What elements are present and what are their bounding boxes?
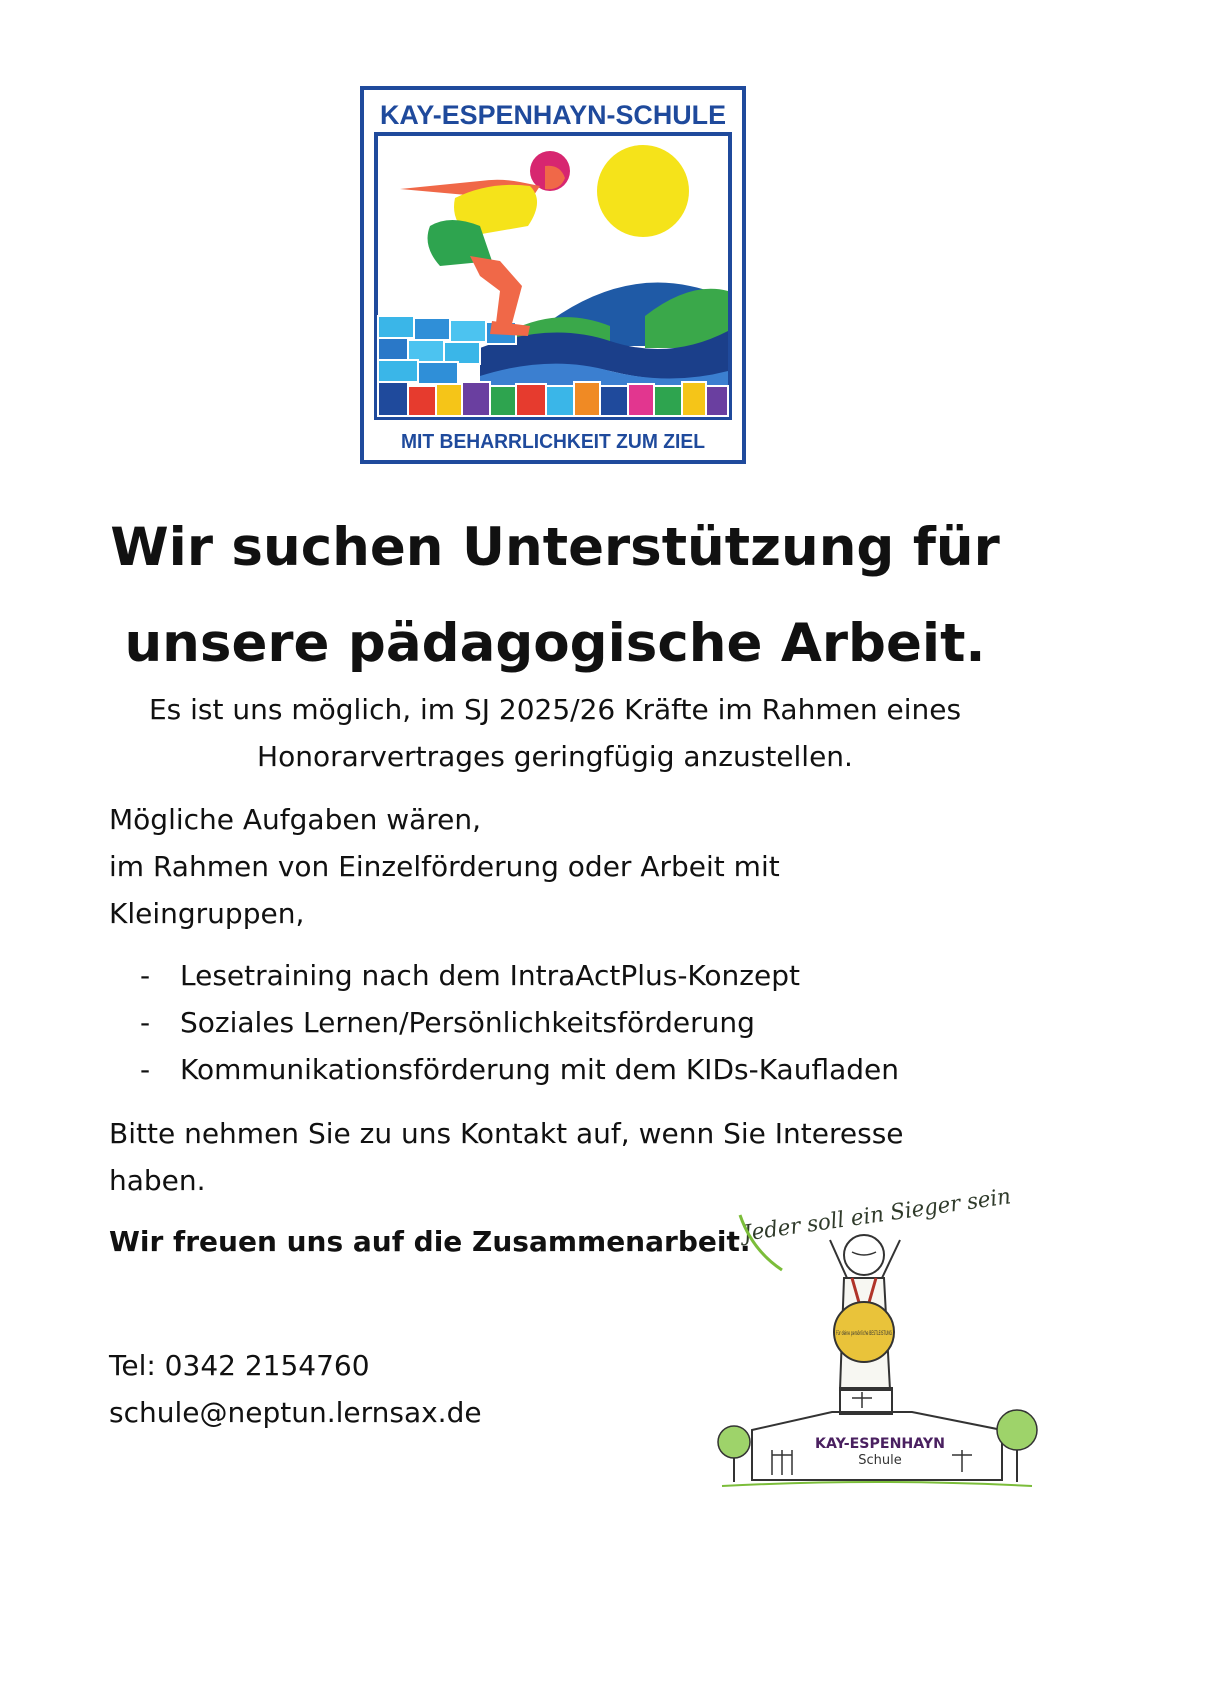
school-logo xyxy=(360,86,746,464)
sketch-medal-text: Für deine persönliche BESTLEISTUNG xyxy=(836,1330,893,1337)
winner-sketch-illustration xyxy=(712,1160,1042,1500)
list-item xyxy=(140,999,899,1046)
email-address[interactable]: schule@neptun.lernsax.de xyxy=(109,1396,482,1429)
tasks-intro-paragraph xyxy=(109,796,780,937)
title-line-2: unsere pädagogische Arbeit. xyxy=(124,613,986,674)
contact-request-line-1: Bitte nehmen Sie zu uns Kontakt auf, wenn Sie Interesse xyxy=(109,1117,904,1150)
contact-block xyxy=(109,1342,482,1436)
phone-number[interactable]: Tel: 0342 2154760 xyxy=(109,1349,370,1382)
tasks-intro-line-3: Kleingruppen, xyxy=(109,897,305,930)
intro-line-2: Honorarvertrages geringfügig anzustellen. xyxy=(257,740,853,773)
list-item xyxy=(140,952,899,999)
task-text: Lesetraining nach dem IntraActPlus-Konzept xyxy=(180,959,800,992)
intro-paragraph xyxy=(0,686,1110,780)
page-title xyxy=(0,500,1110,692)
bullet-dash: - xyxy=(140,1053,151,1086)
tasks-intro-line-2: im Rahmen von Einzelförderung oder Arbeit mit xyxy=(109,850,780,883)
task-list xyxy=(140,952,899,1093)
sketch-building-sign-line-2: Schule xyxy=(858,1453,902,1468)
intro-line-1: Es ist uns möglich, im SJ 2025/26 Kräfte im Rahmen eines xyxy=(148,693,962,726)
contact-request-line-2: haben. xyxy=(109,1164,206,1197)
logo-school-name: KAY-ESPENHAYN-SCHULE xyxy=(380,100,726,130)
sketch-slogan: Jeder soll ein Sieger sein xyxy=(741,1183,1021,1247)
closing-statement: Wir freuen uns auf die Zusammenarbeit. xyxy=(109,1225,751,1258)
bullet-dash: - xyxy=(140,1006,151,1039)
task-text: Kommunikationsförderung mit dem KIDs-Kaufladen xyxy=(180,1053,900,1086)
bullet-dash: - xyxy=(140,959,151,992)
sketch-building-sign-line-1: KAY-ESPENHAYN xyxy=(815,1436,945,1452)
tasks-intro-line-1: Mögliche Aufgaben wären, xyxy=(109,803,482,836)
task-text: Soziales Lernen/Persönlichkeitsförderung xyxy=(180,1006,755,1039)
logo-motto: MIT BEHARRLICHKEIT ZUM ZIEL xyxy=(401,431,705,453)
list-item xyxy=(140,1046,899,1093)
title-line-1: Wir suchen Unterstützung für xyxy=(110,517,1000,578)
